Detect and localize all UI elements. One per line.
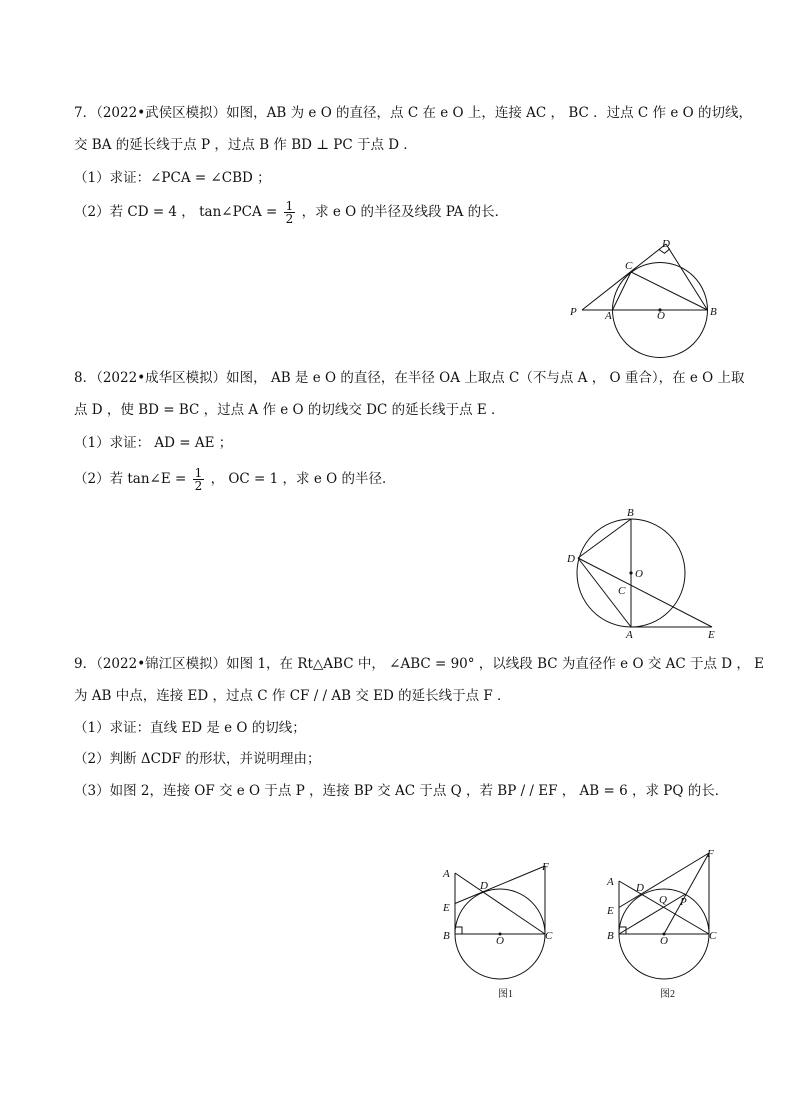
p9f2-label-O: O xyxy=(660,935,668,947)
p9f2-label-A: A xyxy=(607,876,614,888)
p8-q2-fraction xyxy=(193,467,205,492)
p8-label-E: E xyxy=(708,629,715,641)
p7-label-A: A xyxy=(605,310,612,322)
p9f1-label-C: C xyxy=(545,930,553,942)
p8-label-A: A xyxy=(626,629,633,641)
p9-figure-2 xyxy=(600,845,730,1005)
p9f1-line-AC xyxy=(455,873,545,934)
p7-q2-suffix: ，求 e O 的半径及线段 PA 的长． xyxy=(301,204,509,220)
p7-frac-num: 1 xyxy=(285,199,294,213)
p7-label-P: P xyxy=(570,306,577,318)
p8-label-B: B xyxy=(627,507,634,519)
p7-line-2: 交 BA 的延长线于点 P ，过点 B 作 BD ⊥ PC 于点 D ． xyxy=(74,137,417,153)
p8-figure xyxy=(560,500,730,645)
p9-line-3: （1）求证：直线 ED 是 e O 的切线； xyxy=(74,720,306,736)
p9-line-1: 9．（2022•锦江区模拟）如图 1，在 Rt△ABC 中， ∠ABC = 90° ，以线段 BC 为直径作 e O 交 AC 于点 D ， E xyxy=(74,656,765,672)
p9f2-label-P: P xyxy=(680,896,687,908)
p8-line-1: 8．（2022•成华区模拟）如图， AB 是 e O 的直径，在半径 OA 上取点 C（不与点 A ， O 重合），在 e O 上取 xyxy=(74,370,745,386)
p7-label-C: C xyxy=(625,260,633,272)
p9f1-label-B: B xyxy=(443,930,450,942)
p9-line-5: （3）如图 2，连接 OF 交 e O 于点 P ，连接 BP 交 AC 于点 Q ，若 BP / / EF ， AB = 6 ，求 PQ 的长． xyxy=(74,783,729,799)
p9f2-line-OF xyxy=(664,853,709,934)
p7-line-CA xyxy=(613,272,632,310)
p9f2-label-Q: Q xyxy=(659,894,667,906)
p8-line-2: 点 D ，使 BD = BC ，过点 A 作 e O 的切线交 DC 的延长线于点 E ． xyxy=(74,402,505,418)
p8-center-dot xyxy=(629,571,632,574)
p9-figure-1 xyxy=(436,855,566,1005)
p7-question-2 xyxy=(74,200,508,225)
p9-line-4: （2）判断 ΔCDF 的形状，并说明理由； xyxy=(74,751,321,767)
p7-figure xyxy=(560,230,730,360)
p9f1-line-EF xyxy=(455,866,545,904)
p9f1-caption: 图1 xyxy=(498,989,513,1000)
p8-q2-prefix: （2）若 tan∠E = xyxy=(74,471,187,487)
p8-label-D: D xyxy=(567,553,575,565)
p7-frac-den: 2 xyxy=(285,212,294,226)
p7-line-3: （1）求证：∠PCA = ∠CBD ； xyxy=(74,170,271,186)
p8-line-3: （1）求证： AD = AE ； xyxy=(74,435,233,451)
p7-line-PD xyxy=(582,244,666,310)
p7-label-D: D xyxy=(662,238,670,250)
p8-line-DE xyxy=(578,558,712,627)
p8-label-O: O xyxy=(635,568,643,580)
p8-q2-suffix: ， OC = 1 ，求 e O 的半径． xyxy=(210,471,396,487)
p8-label-C: C xyxy=(618,585,626,597)
p9f2-label-D: D xyxy=(636,882,644,894)
p8-frac-num: 1 xyxy=(194,466,203,480)
p9-line-2: 为 AB 中点，连接 ED ，过点 C 作 CF / / AB 交 ED 的延长线于点 F ． xyxy=(74,688,511,704)
p9f2-label-E: E xyxy=(607,905,614,917)
p9f1-label-E: E xyxy=(443,902,450,914)
p9f1-label-D: D xyxy=(480,880,488,892)
p7-q2-fraction xyxy=(284,200,296,225)
p9f2-label-C: C xyxy=(709,930,717,942)
p9f1-label-A: A xyxy=(443,868,450,880)
p7-label-O: O xyxy=(657,310,665,322)
p9f2-label-F: F xyxy=(707,848,714,860)
p9f2-caption: 图2 xyxy=(660,989,675,1000)
p9f2-label-B: B xyxy=(607,930,614,942)
p9f1-right-angle-mark xyxy=(455,927,462,934)
p7-label-B: B xyxy=(710,306,717,318)
p8-line-DB xyxy=(578,519,631,558)
p7-q2-prefix: （2）若 CD = 4 ， tan∠PCA = xyxy=(74,204,278,220)
p8-question-2 xyxy=(74,467,395,492)
p9f1-label-O: O xyxy=(496,935,504,947)
p7-line-1: 7．（2022•武侯区模拟）如图，AB 为 e O 的直径，点 C 在 e O 上，连接 AC ， BC ．过点 C 作 e O 的切线， xyxy=(74,105,752,121)
p9f1-label-F: F xyxy=(542,861,549,873)
p8-frac-den: 2 xyxy=(194,479,203,493)
